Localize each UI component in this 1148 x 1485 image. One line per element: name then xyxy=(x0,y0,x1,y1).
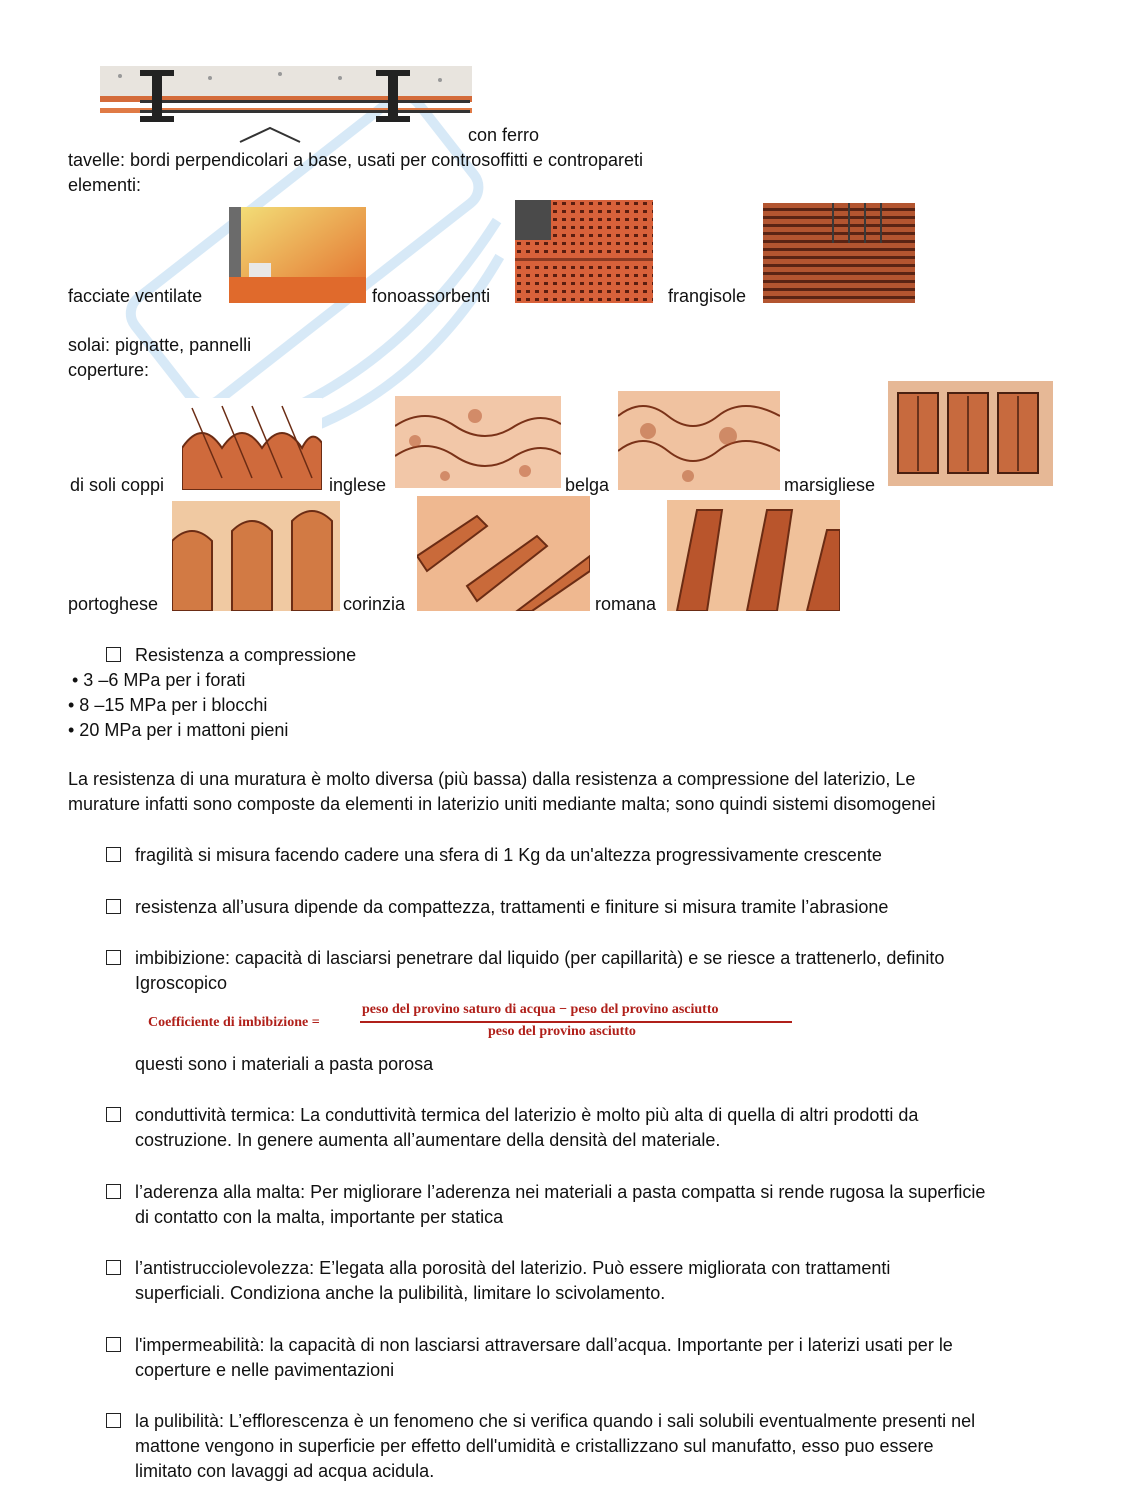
imbibizione-line-2: Igroscopico xyxy=(135,973,228,993)
aderenza-line-1: l’aderenza alla malta: Per migliorare l’aderenza nei materiali a pasta compatta si rende rugosa la superficie xyxy=(135,1182,986,1202)
muratura-line-1: La resistenza di una muratura è molto diversa (più bassa) dalla resistenza a compressione del laterizio, Le xyxy=(68,769,916,789)
conduttivita-line-2: costruzione. In genere aumenta all’aumentare della densità del materiale. xyxy=(135,1130,721,1150)
imbibizione-line-1: imbibizione: capacità di lasciarsi penetrare dal liquido (per capillarità) e se riesce a trattenerlo, definito xyxy=(135,948,945,968)
tavelle-text: tavelle: bordi perpendicolari a base, usati per controsoffitti e contropareti xyxy=(68,150,643,170)
tile-label-marsigliese: marsigliese xyxy=(784,475,876,495)
compressione-heading: Resistenza a compressione xyxy=(135,645,357,665)
checkbox-pulibilita[interactable] xyxy=(106,1413,121,1428)
pulibilita-line-3: limitato con lavaggi ad acqua acidula. xyxy=(135,1461,435,1481)
elementi-label: elementi: xyxy=(68,175,142,195)
coppi-tile-illustration xyxy=(182,398,322,490)
belga-tile-illustration xyxy=(618,391,780,490)
fonoassorbenti-photo xyxy=(515,200,653,303)
checkbox-antistrucciolevolezza[interactable] xyxy=(106,1260,121,1275)
marsigliese-tile-illustration xyxy=(888,381,1053,486)
formula-denominator: peso del provino asciutto xyxy=(488,1024,636,1039)
tile-label-corinzia: corinzia xyxy=(343,594,406,614)
pasta-porosa-text: questi sono i materiali a pasta porosa xyxy=(135,1054,434,1074)
tile-label-inglese: inglese xyxy=(329,475,387,495)
coperture-label: coperture: xyxy=(68,360,150,380)
impermeabilita-line-2: coperture e nelle pavimentazioni xyxy=(135,1360,395,1380)
tile-label-belga: belga xyxy=(565,475,610,495)
tile-label-portoghese: portoghese xyxy=(68,594,159,614)
impermeabilita-line-1: l'impermeabilità: la capacità di non lasciarsi attraversare dall’acqua. Importante per i laterizi usati per le xyxy=(135,1335,953,1355)
con-ferro-text: con ferro xyxy=(468,125,540,145)
facciate-ventilate-photo xyxy=(229,207,366,303)
checkbox-compressione[interactable] xyxy=(106,647,121,662)
tile-label-romana: romana xyxy=(595,594,657,614)
frangisole-label: frangisole xyxy=(668,286,747,306)
checkbox-fragilita[interactable] xyxy=(106,847,121,862)
corinzia-tile-illustration xyxy=(417,496,590,611)
facciate-label: facciate ventilate xyxy=(68,286,203,306)
pulibilita-line-1: la pulibilità: L’efflorescenza è un fenomeno che si verifica quando i sali solubili eventualmente presenti nel xyxy=(135,1411,976,1431)
inglese-tile-illustration xyxy=(395,396,561,488)
fragilita-text: fragilità si misura facendo cadere una sfera di 1 Kg da un'altezza progressivamente crescente xyxy=(135,845,882,865)
fonoassorbenti-label: fonoassorbenti xyxy=(372,286,491,306)
solaio-con-ferro-illustration xyxy=(100,58,472,143)
formula-fraction-bar xyxy=(360,1021,792,1023)
antistrucciolevolezza-line-1: l’antistrucciolevolezza: E’legata alla porosità del laterizio. Può essere migliorata con trattamenti xyxy=(135,1258,891,1278)
frangisole-photo xyxy=(763,203,915,303)
compressione-item-forati: • 3 –6 MPa per i forati xyxy=(72,670,246,690)
compressione-item-blocchi: • 8 –15 MPa per i blocchi xyxy=(68,695,268,715)
portoghese-tile-illustration xyxy=(172,501,340,611)
romana-tile-illustration xyxy=(667,500,840,611)
antistrucciolevolezza-line-2: superficiali. Condiziona anche la pulibilità, limitare lo scivolamento. xyxy=(135,1283,666,1303)
conduttivita-line-1: conduttività termica: La conduttività termica del laterizio è molto più alta di quella di altri prodotti da xyxy=(135,1105,919,1125)
checkbox-usura[interactable] xyxy=(106,899,121,914)
formula-numerator: peso del provino saturo di acqua − peso del provino asciutto xyxy=(362,1002,719,1017)
usura-text: resistenza all’usura dipende da compattezza, trattamenti e finiture si misura tramite l’abrasione xyxy=(135,897,889,917)
checkbox-imbibizione[interactable] xyxy=(106,950,121,965)
compressione-item-pieni: • 20 MPa per i mattoni pieni xyxy=(68,720,289,740)
tile-label-coppi: di soli coppi xyxy=(70,475,165,495)
aderenza-line-2: di contatto con la malta, importante per statica xyxy=(135,1207,504,1227)
checkbox-aderenza[interactable] xyxy=(106,1184,121,1199)
solai-text: solai: pignatte, pannelli xyxy=(68,335,252,355)
checkbox-conduttivita[interactable] xyxy=(106,1107,121,1122)
formula-lhs: Coefficiente di imbibizione = xyxy=(148,1015,320,1030)
checkbox-impermeabilita[interactable] xyxy=(106,1337,121,1352)
pulibilita-line-2: mattone vengono in superficie per effetto dell'umidità e cristallizzano sul manufatto, esso puo essere xyxy=(135,1436,934,1456)
muratura-line-2: murature infatti sono composte da elementi in laterizio uniti mediante malta; sono quindi sistemi disomogenei xyxy=(68,794,936,814)
